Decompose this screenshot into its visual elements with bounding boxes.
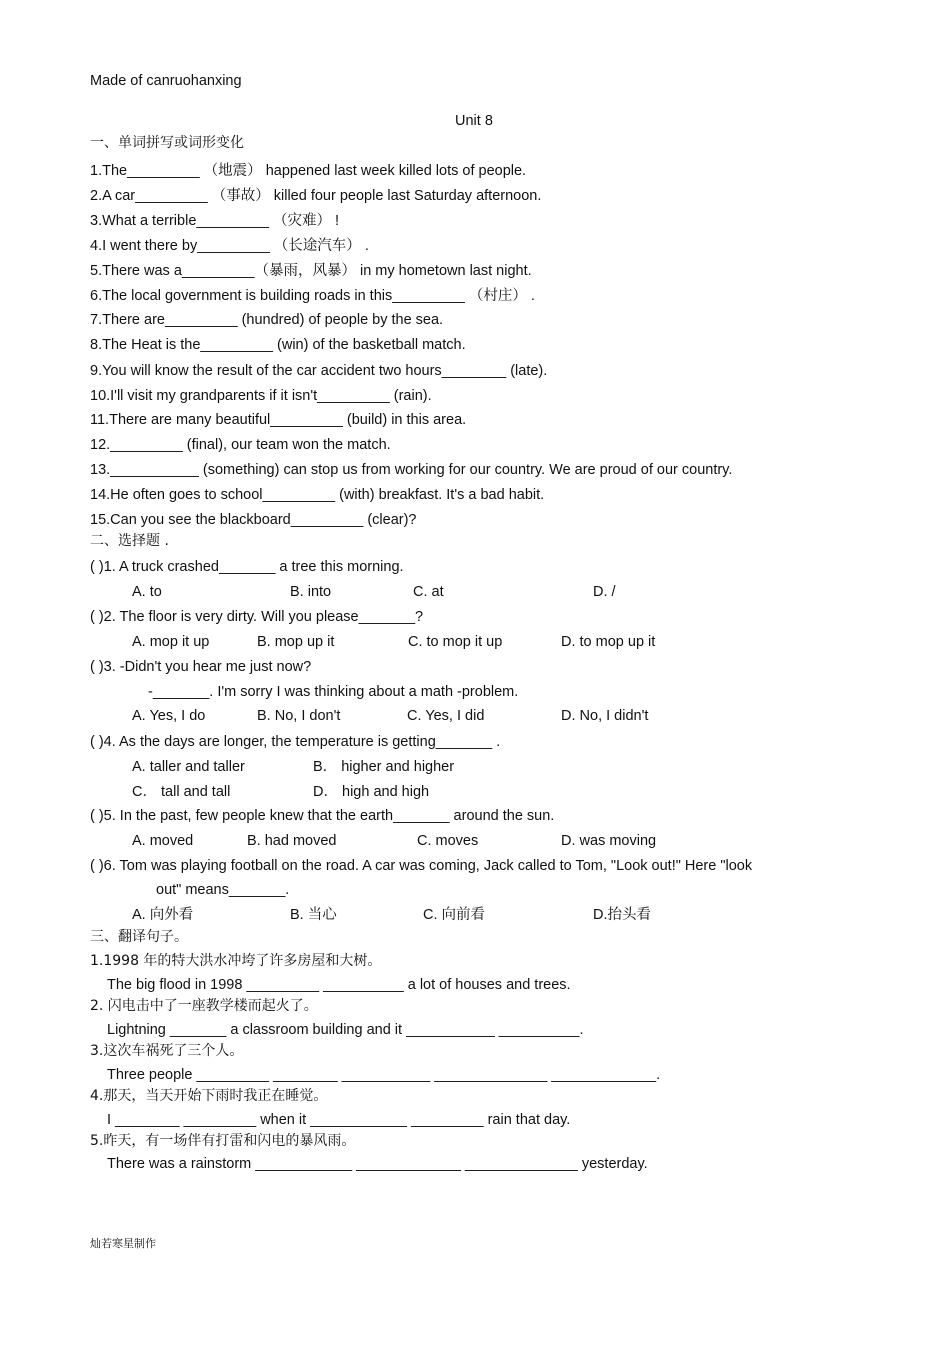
q1-option-d: D. / xyxy=(593,584,616,600)
q3-option-a: A. Yes, I do xyxy=(132,708,206,724)
s1-item-9: 9.You will know the result of the car accident two hours________ (late). xyxy=(90,363,548,379)
s1-item-6: 6.The local government is building roads in this_________ （村庄） . xyxy=(90,288,535,304)
q5-option-c: C. moves xyxy=(417,833,479,849)
q6-option-d: D.抬头看 xyxy=(593,907,651,923)
section3-title: 三、翻译句子。 xyxy=(90,929,188,945)
s3-item-4-en: I ________ _________ when it ____________ _________ rain that day. xyxy=(107,1112,571,1128)
s1-item-15: 15.Can you see the blackboard_________ (clear)? xyxy=(90,512,417,528)
s3-item-2-cn: 2. 闪电击中了一座教学楼而起火了。 xyxy=(90,998,318,1014)
s3-item-5-en: There was a rainstorm ____________ _____________ ______________ yesterday. xyxy=(107,1156,648,1172)
q4-option-b: B． higher and higher xyxy=(313,759,455,775)
q2-option-c: C. to mop it up xyxy=(408,634,503,650)
s3-item-3-en: Three people _________ ________ ___________ ______________ _____________. xyxy=(107,1067,661,1083)
q5-option-d: D. was moving xyxy=(561,833,657,849)
q1-option-b: B. into xyxy=(290,584,332,600)
q6-stem-2: out" means_______. xyxy=(156,882,290,898)
q3-stem: ( )3. -Didn't you hear me just now? xyxy=(90,659,312,675)
q3-option-b: B. No, I don't xyxy=(257,708,341,724)
q2-stem: ( )2. The floor is very dirty. Will you please_______? xyxy=(90,609,424,625)
q5-stem: ( )5. In the past, few people knew that the earth_______ around the sun. xyxy=(90,808,555,824)
q2-option-b: B. mop up it xyxy=(257,634,335,650)
q2-option-a: A. mop it up xyxy=(132,634,210,650)
q2-option-d: D. to mop up it xyxy=(561,634,656,650)
q1-option-a: A. to xyxy=(132,584,162,600)
q4-option-a: A. taller and taller xyxy=(132,759,245,775)
footer-credit: 灿若寒星制作 xyxy=(90,1237,156,1250)
unit-title: Unit 8 xyxy=(455,113,493,129)
section1-title: 一、单词拼写或词形变化 xyxy=(90,135,244,151)
s3-item-1-en: The big flood in 1998 _________ __________ a lot of houses and trees. xyxy=(107,977,571,993)
s1-item-4: 4.I went there by_________ （长途汽车） . xyxy=(90,238,369,254)
s1-item-2: 2.A car_________ （事故） killed four people last Saturday afternoon. xyxy=(90,188,542,204)
q3-option-d: D. No, I didn't xyxy=(561,708,649,724)
q1-stem: ( )1. A truck crashed_______ a tree this morning. xyxy=(90,559,404,575)
s1-item-7: 7.There are_________ (hundred) of people by the sea. xyxy=(90,312,444,328)
q1-option-c: C. at xyxy=(413,584,444,600)
s1-item-12: 12._________ (final), our team won the match. xyxy=(90,437,391,453)
s1-item-1: 1.The_________ （地震） happened last week killed lots of people. xyxy=(90,163,527,179)
made-of-line: Made of canruohanxing xyxy=(90,73,242,89)
s1-item-11: 11.There are many beautiful_________ (build) in this area. xyxy=(90,412,467,428)
section2-title: 二、选择题 . xyxy=(90,533,169,549)
s1-item-8: 8.The Heat is the_________ (win) of the basketball match. xyxy=(90,337,466,353)
q4-option-d: D． high and high xyxy=(313,784,430,800)
q6-stem: ( )6. Tom was playing football on the road. A car was coming, Jack called to Tom, "Look out!" Here "look xyxy=(90,858,753,874)
q6-option-c: C. 向前看 xyxy=(423,907,486,923)
s1-item-10: 10.I'll visit my grandparents if it isn't_________ (rain). xyxy=(90,388,432,404)
s1-item-5: 5.There was a_________（暴雨，风暴） in my hometown last night. xyxy=(90,263,532,279)
s1-item-3: 3.What a terrible_________ （灾难） ! xyxy=(90,213,340,229)
s3-item-5-cn: 5.昨天，有一场伴有打雷和闪电的暴风雨。 xyxy=(90,1133,356,1149)
s3-item-3-cn: 3.这次车祸死了三个人。 xyxy=(90,1043,244,1059)
q3-option-c: C. Yes, I did xyxy=(407,708,485,724)
s1-item-14: 14.He often goes to school_________ (with) breakfast. It's a bad habit. xyxy=(90,487,545,503)
q6-option-a: A. 向外看 xyxy=(132,907,194,923)
q6-option-b: B. 当心 xyxy=(290,907,337,923)
q4-stem: ( )4. As the days are longer, the temperature is getting_______ . xyxy=(90,734,501,750)
s3-item-2-en: Lightning _______ a classroom building and it ___________ __________. xyxy=(107,1022,584,1038)
s3-item-1-cn: 1.1998 年的特大洪水冲垮了许多房屋和大树。 xyxy=(90,953,382,969)
s3-item-4-cn: 4.那天，当天开始下雨时我正在睡觉。 xyxy=(90,1088,328,1104)
q4-option-c: C． tall and tall xyxy=(132,784,231,800)
s1-item-13: 13.___________ (something) can stop us from working for our country. We are proud of our country. xyxy=(90,462,733,478)
q3-stem-2: -_______. I'm sorry I was thinking about a math -problem. xyxy=(148,684,519,700)
q5-option-a: A. moved xyxy=(132,833,194,849)
q5-option-b: B. had moved xyxy=(247,833,337,849)
